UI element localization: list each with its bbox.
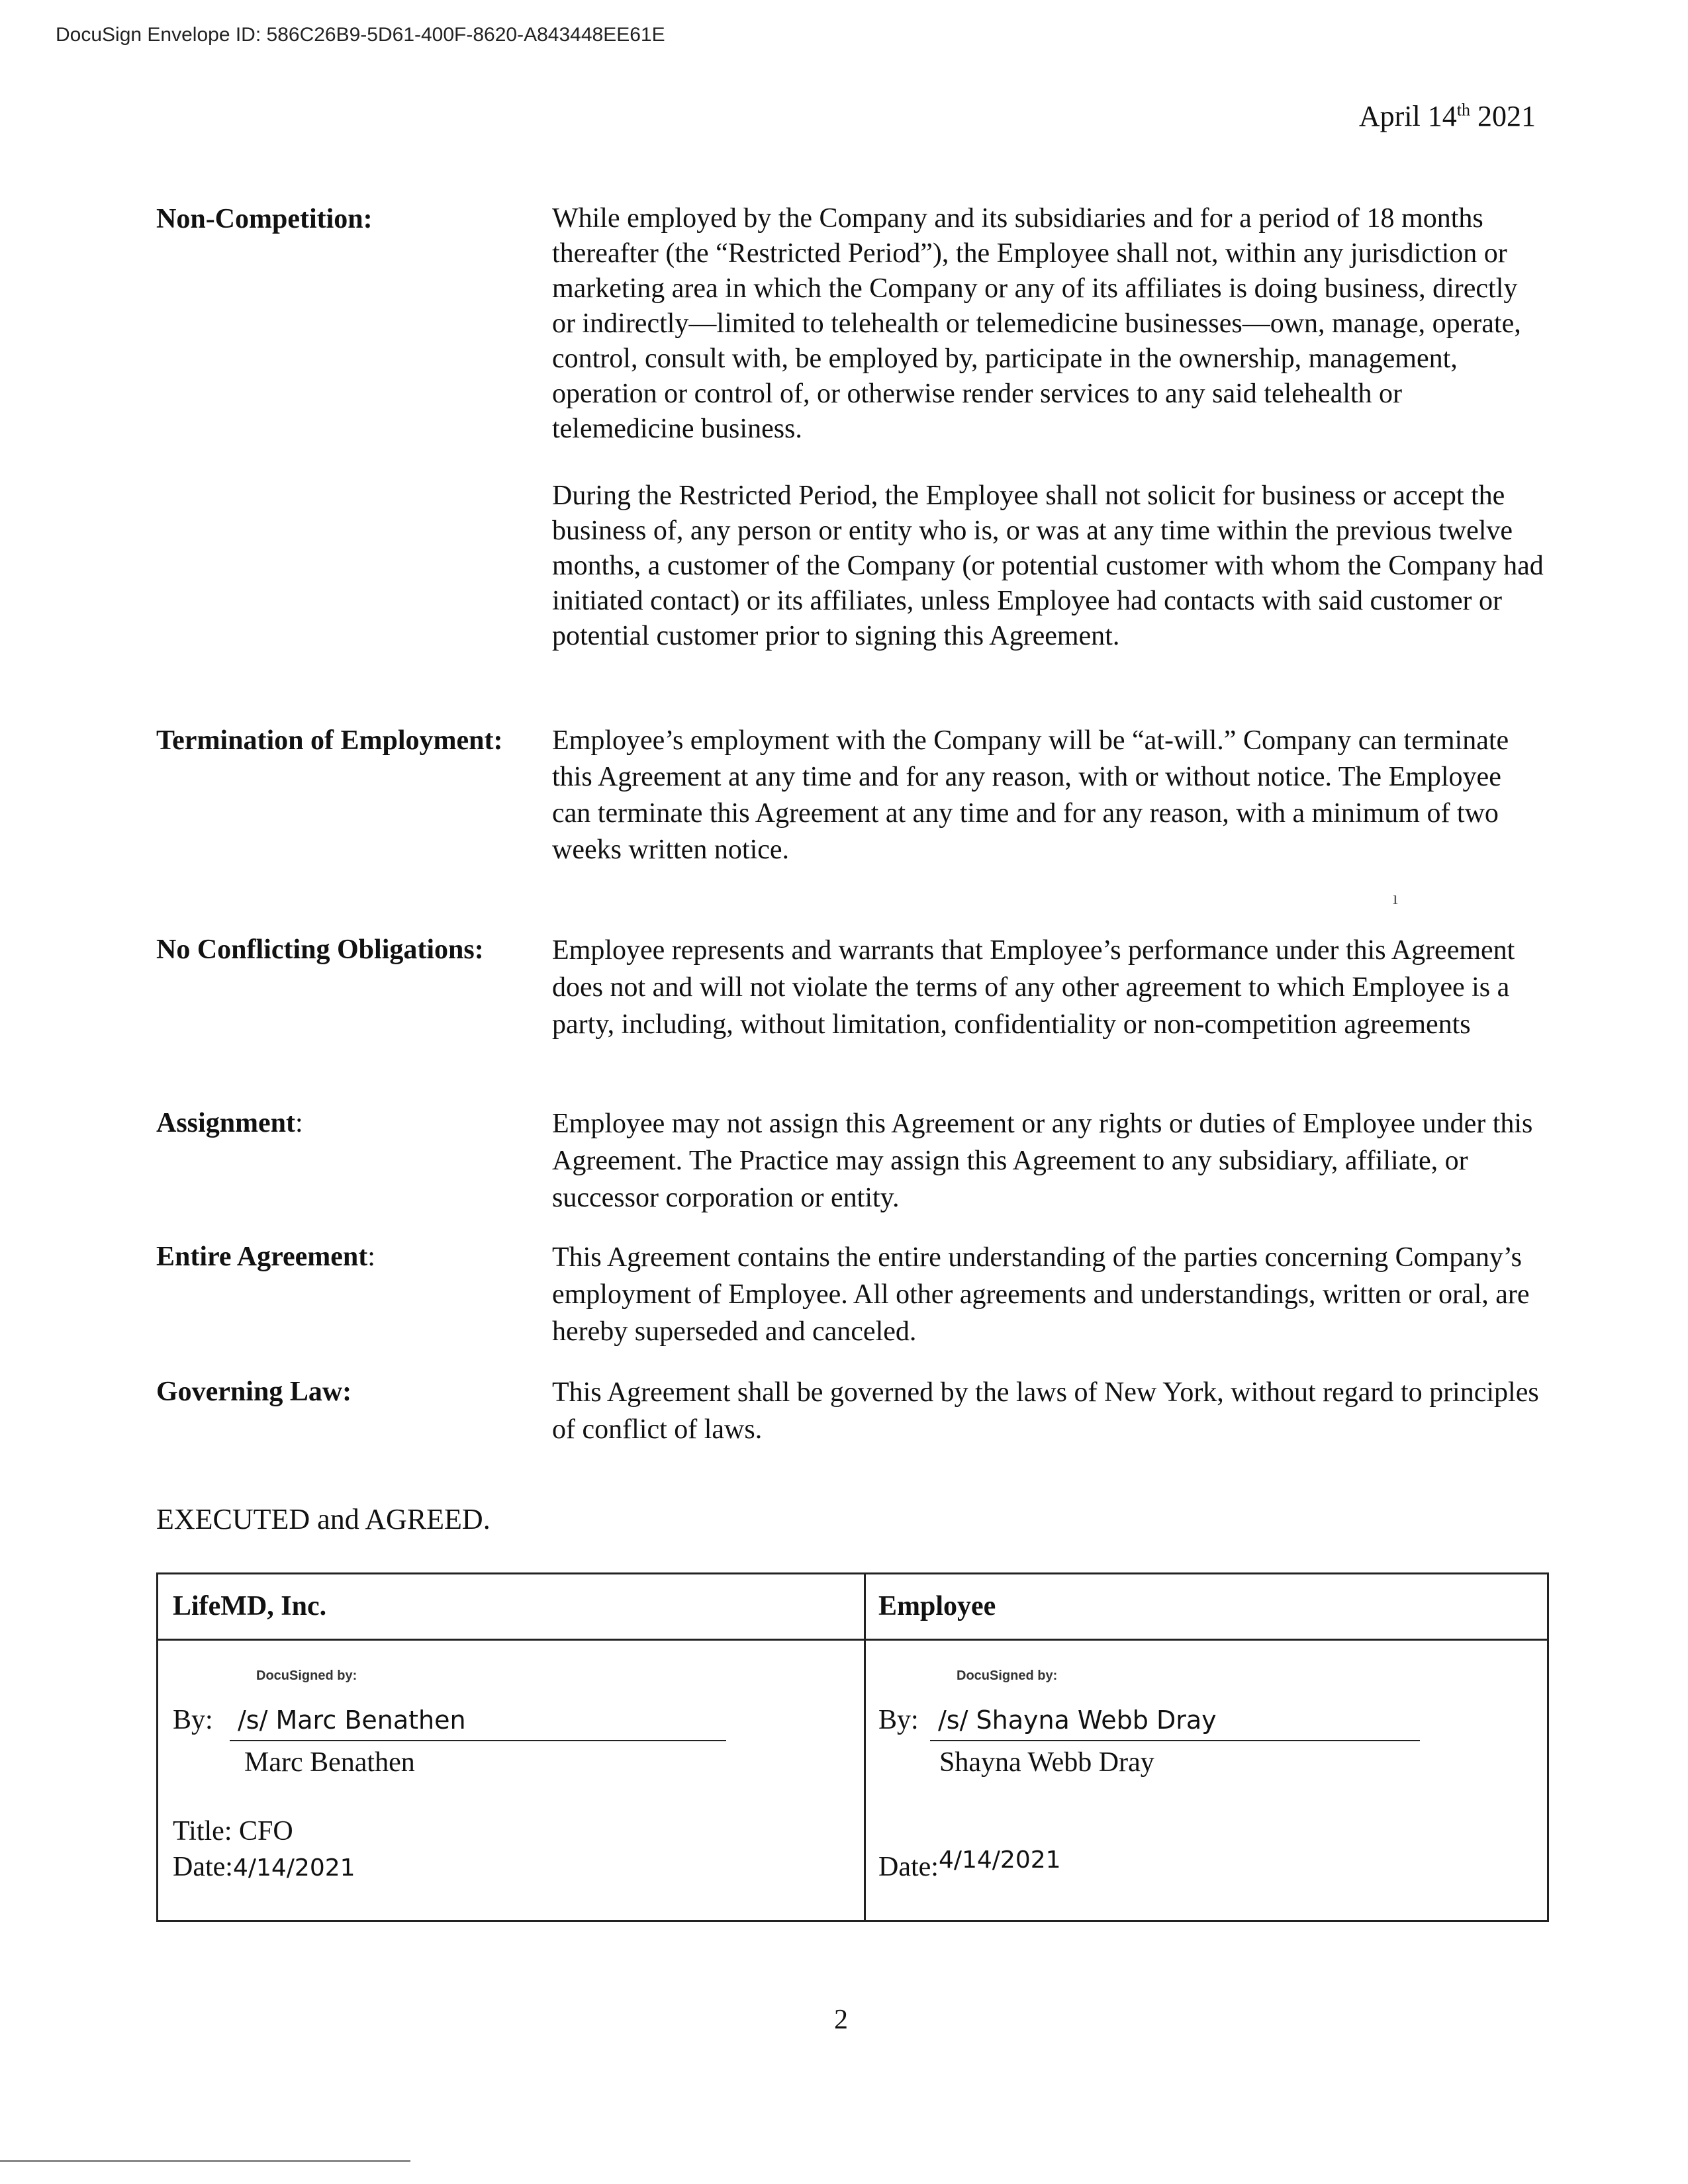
docusign-envelope-id: DocuSign Envelope ID: 586C26B9-5D61-400F-8620-A843448EE61E — [56, 24, 665, 46]
paragraph: During the Restricted Period, the Employee shall not solicit for business or accept the business of, any person or entity who is, or was at any time within the previous twelve months, a customer of the Company (or potential customer with whom the Company had initiated contact) or its affiliates, unless Employee had contacts with said customer or potential customer prior to signing this Agreement. — [552, 480, 1544, 651]
title-value: CFO — [239, 1816, 293, 1846]
date-year: 2021 — [1470, 100, 1536, 132]
signature-column-employee — [864, 1574, 1547, 1920]
printed-name: Shayna Webb Dray — [939, 1747, 1154, 1778]
column-header: Employee — [864, 1574, 1547, 1641]
signature: /s/ Shayna Webb Dray — [938, 1706, 1217, 1735]
section-label: No Conflicting Obligations: — [156, 934, 484, 965]
document-date — [1359, 99, 1536, 133]
date-label: Date: — [173, 1852, 233, 1882]
section-label — [156, 1239, 540, 1275]
signature-table — [156, 1572, 1549, 1922]
date-suffix: th — [1456, 100, 1470, 120]
section-body: This Agreement contains the entire understanding of the parties concerning Company’s employment of Employee. All other agreements and understandings, written or oral, are hereby superseded and canceled. — [552, 1242, 1530, 1347]
by-label: By: — [173, 1705, 213, 1735]
docusigned-label: DocuSigned by: — [957, 1668, 1058, 1683]
section-label: Termination of Employment: — [156, 725, 503, 756]
title-field — [173, 1815, 293, 1847]
section-body — [552, 201, 1545, 686]
printed-name: Marc Benathen — [244, 1747, 415, 1778]
column-header: LifeMD, Inc. — [158, 1574, 864, 1641]
date-field — [173, 1851, 355, 1883]
signature-column-company — [158, 1574, 866, 1920]
signature-line — [230, 1740, 726, 1741]
title-label: Title: — [173, 1816, 232, 1846]
label-colon: : — [367, 1242, 375, 1272]
paragraph: While employed by the Company and its subsidiaries and for a period of 18 months thereafter (the “Restricted Period”), the Employee shall not, within any jurisdiction or marketing area in which the Company or any of its affiliates is doing business, directly or indirectly—limited to telehealth or telemedicine businesses—own, manage, operate, control, consult with, be employed by, participate in the ownership, management, operation or control of, or otherwise render services to any said telehealth or telemedicine business. — [552, 203, 1521, 444]
section-body: Employee’s employment with the Company will be “at-will.” Company can terminate this Agreement at any time and for any reason, with or without notice. The Employee can terminate this Agreement at any time and for any reason, with a minimum of two weeks written notice. — [552, 725, 1509, 865]
date-field — [878, 1846, 1061, 1883]
signature-line — [930, 1740, 1420, 1741]
section-body: Employee represents and warrants that Employee’s performance under this Agreement does not and will not violate the terms of any other agreement to which Employee is a party, including, without limitation, confidentiality or non-competition agreements — [552, 935, 1515, 1040]
stray-mark: ı — [1393, 888, 1398, 909]
page-number: 2 — [834, 2005, 848, 2035]
section-body: Employee may not assign this Agreement or any rights or duties of Employee under this Agreement. The Practice may assign this Agreement to any subsidiary, affiliate, or successor corporation or entity. — [552, 1109, 1533, 1213]
date-value: 4/14/2021 — [232, 1854, 355, 1882]
label-colon: : — [295, 1108, 303, 1138]
bottom-rule — [0, 2160, 410, 2162]
docusigned-label: DocuSigned by: — [256, 1668, 357, 1683]
section-label — [156, 1105, 540, 1141]
section-body: This Agreement shall be governed by the laws of New York, without regard to principles of conflict of laws. — [552, 1377, 1539, 1445]
by-label: By: — [878, 1705, 919, 1735]
date-value: 4/14/2021 — [938, 1846, 1061, 1874]
date-month-day: April 14 — [1358, 100, 1457, 132]
signature: /s/ Marc Benathen — [238, 1706, 466, 1735]
date-label: Date: — [878, 1852, 939, 1882]
section-label: Governing Law: — [156, 1377, 352, 1407]
label-text: Assignment — [156, 1108, 296, 1138]
label-text: Entire Agreement — [156, 1242, 368, 1272]
executed-statement: EXECUTED and AGREED. — [156, 1503, 491, 1535]
section-label: Non-Competition: — [156, 204, 373, 234]
